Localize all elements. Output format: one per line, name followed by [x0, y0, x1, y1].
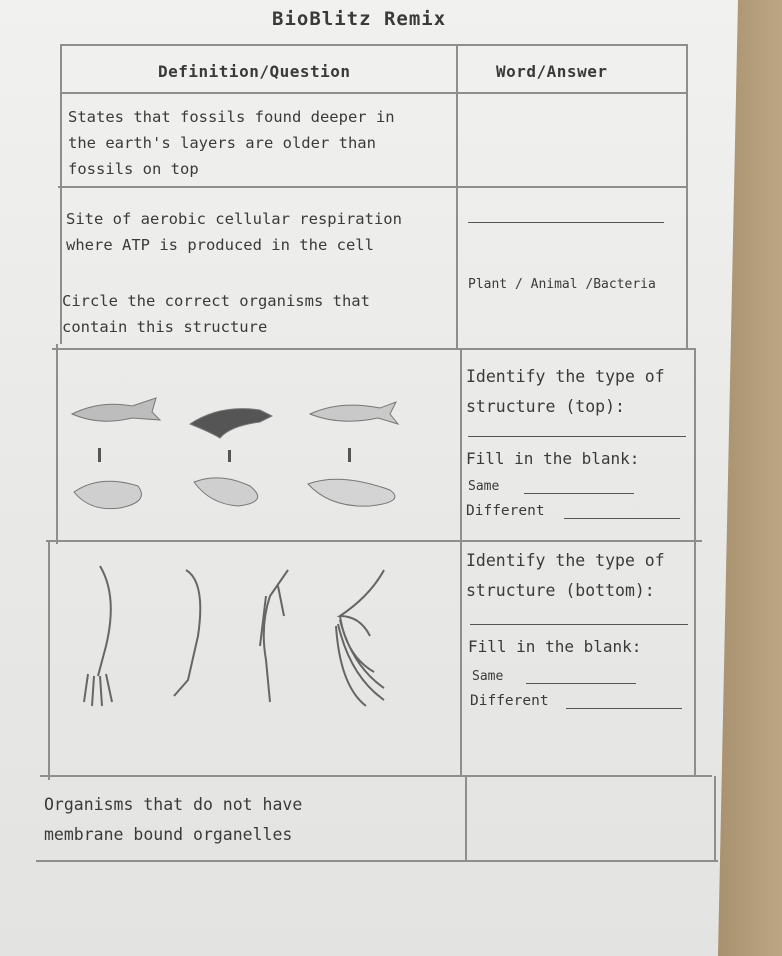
row5-question: Identify the type of structure (bottom): — [466, 551, 665, 600]
row4-fill-label: Fill in the blank: — [466, 449, 640, 468]
row4-different-blank[interactable] — [564, 518, 680, 519]
row4-same-label: Same — [468, 479, 500, 494]
table-line — [686, 44, 688, 350]
table-line — [460, 350, 462, 776]
table-line — [694, 350, 696, 776]
row5-different-label: Different — [470, 693, 549, 709]
row2-answer-blank[interactable] — [468, 222, 664, 223]
row4-different-label: Different — [466, 503, 545, 519]
row5-fill-label: Fill in the blank: — [468, 637, 642, 656]
table-line — [56, 344, 58, 544]
row4-answer-blank[interactable] — [468, 436, 686, 437]
table-line — [62, 92, 688, 94]
table-line — [714, 776, 716, 862]
table-line — [58, 186, 688, 188]
table-line — [52, 348, 696, 350]
row3-question: Circle the correct organisms that contain this structure — [62, 292, 370, 336]
table-line — [62, 44, 688, 46]
table-line — [40, 775, 712, 777]
row1-question: States that fossils found deeper in the earth's layers are older than fossils on top — [68, 108, 395, 178]
header-answer: Word/Answer — [496, 62, 608, 81]
row4-same-blank[interactable] — [524, 493, 634, 494]
row5-same-label: Same — [472, 669, 504, 684]
row3-answer-options[interactable]: Plant / Animal /Bacteria — [468, 277, 656, 292]
table-line — [456, 44, 458, 350]
row2-question: Site of aerobic cellular respiration where ATP is produced in the cell — [66, 210, 402, 254]
table-line — [48, 540, 50, 780]
page-title: BioBlitz Remix — [272, 8, 447, 30]
row4-question: Identify the type of structure (top): — [466, 367, 665, 416]
row5-answer-blank[interactable] — [470, 624, 688, 625]
header-definition: Definition/Question — [158, 62, 351, 81]
row5-different-blank[interactable] — [566, 708, 682, 709]
row5-same-blank[interactable] — [526, 683, 636, 684]
table-line — [46, 540, 702, 542]
table-line — [465, 776, 467, 862]
homologous-structures-figure — [70, 556, 400, 716]
analogous-structures-figure — [60, 352, 410, 538]
table-line — [36, 860, 718, 862]
row6-question: Organisms that do not have membrane bound organelles — [44, 795, 303, 844]
